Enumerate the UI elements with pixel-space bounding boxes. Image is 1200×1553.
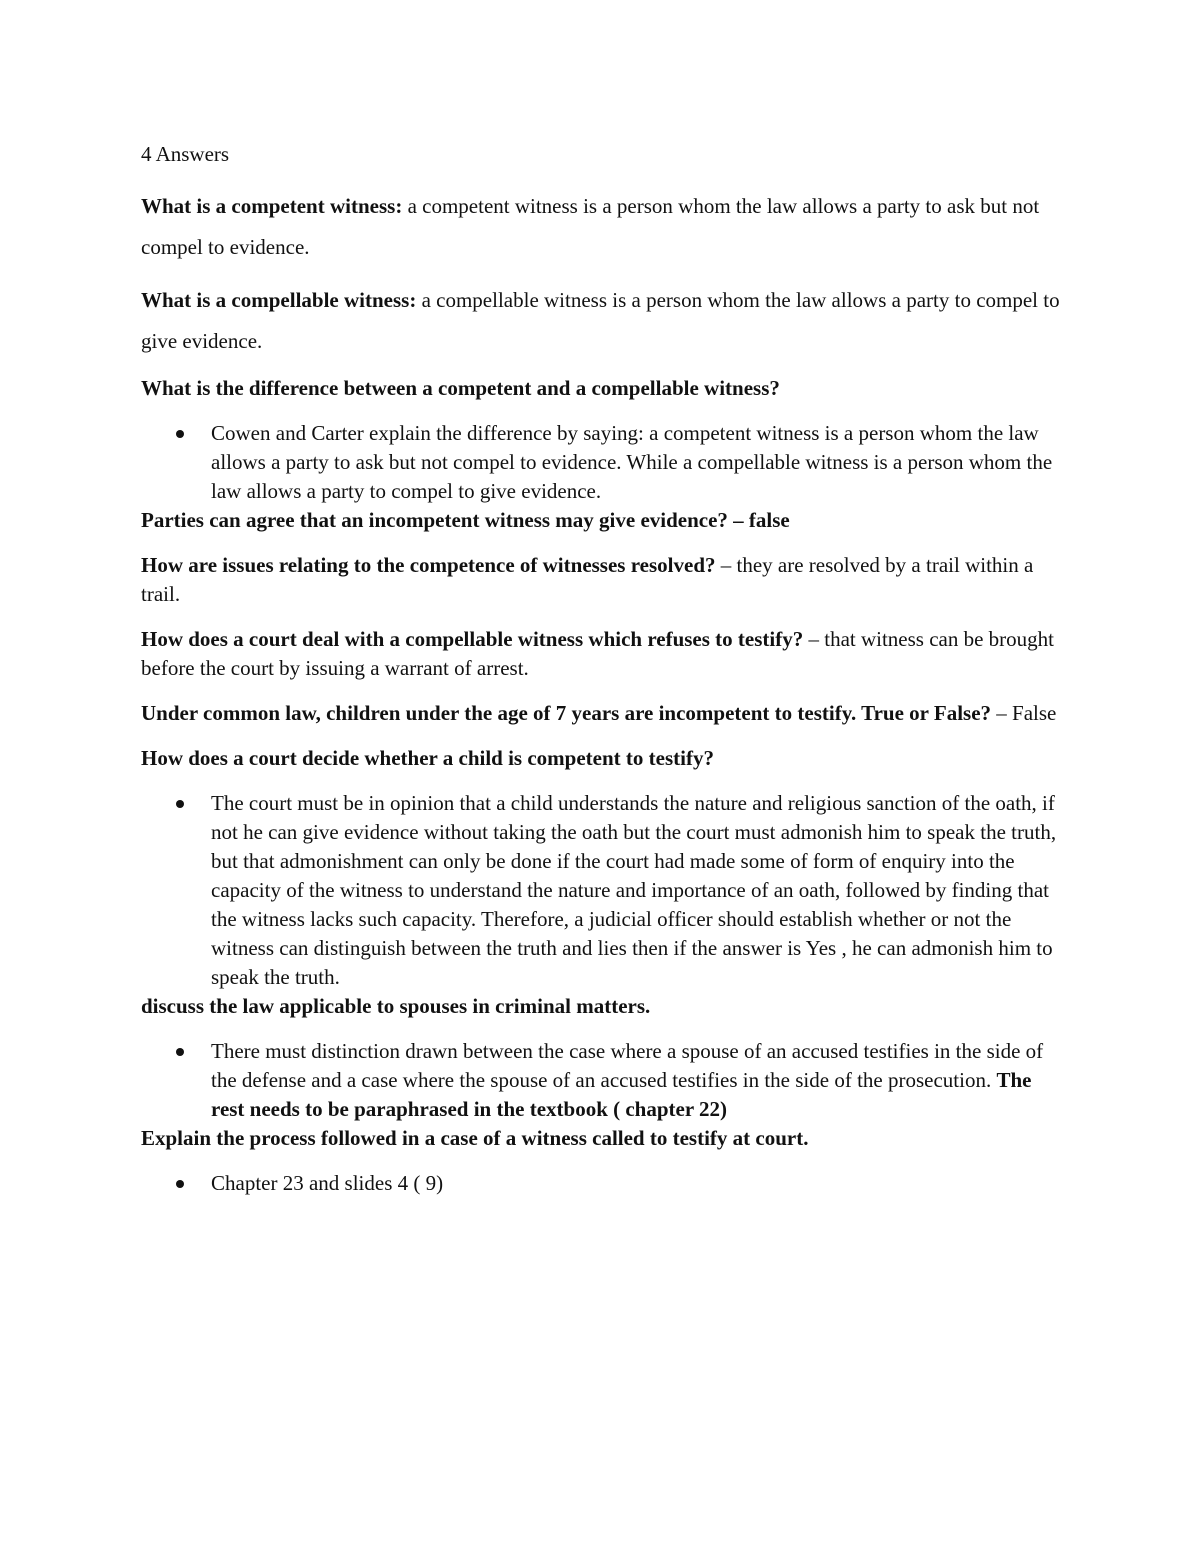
answer-competence-resolved: – they are resolved by a trail within a trail. [141,553,1034,606]
bullet-item-child-competent: The court must be in opinion that a child understands the nature and religious sanction of the oath, if not he can give evidence without taking the oath but the court must admonish him to speak the truth, but that admonishment can only be done if the court had made some of form of enquiry into the capacity of the witness to understand the nature and importance of an oath, followed by finding that the witness lacks such capacity. Therefore, a judicial officer should establish whether or not the witness can distinguish between the truth and lies then if the answer is Yes , he can admonish him to speak the truth. [141,789,1066,992]
bullet-note-textbook: The rest needs to be paraphrased in the textbook ( chapter 22) [211,1068,1032,1121]
answer-competent-witness: a competent witness is a person whom the law allows a party to ask but not compel to evidence. [141,194,1040,259]
question-children-common-law: Under common law, children under the age of 7 years are incompetent to testify. True or False? [141,701,992,725]
bullet-list-difference [141,419,1066,506]
question-incompetent-agree: Parties can agree that an incompetent witness may give evidence? – false [141,508,790,532]
answer-children-common-law: – False [991,701,1057,725]
bullet-item-difference: Cowen and Carter explain the difference by saying: a competent witness is a person whom the law allows a party to ask but not compel to evidence. While a compellable witness is a person whom the law allows a party to compel to give evidence. [141,419,1066,506]
question-compellable-witness: What is a compellable witness: [141,288,417,312]
qa-refuses-testify [141,625,1066,683]
question-difference: What is the difference between a competent and a compellable witness? [141,376,780,400]
bullet-list-spouses [141,1037,1066,1124]
answer-compellable-witness: a compellable witness is a person whom the law allows a party to compel to give evidence. [141,288,1060,353]
bullet-item-spouses [141,1037,1066,1124]
question-spouses: discuss the law applicable to spouses in criminal matters. [141,994,651,1018]
question-witness-process: Explain the process followed in a case of a witness called to testify at court. [141,1126,809,1150]
qa-compellable-witness [141,280,1066,362]
document-page [141,140,1066,1198]
question-competent-witness: What is a competent witness: [141,194,403,218]
question-child-competent: How does a court decide whether a child is competent to testify? [141,746,714,770]
qa-competence-resolved [141,551,1066,609]
bullet-list-child-competent [141,789,1066,992]
document-title: 4 Answers [141,142,230,166]
bullet-text-spouses: There must distinction drawn between the case where a spouse of an accused testifies in the side of the defense and a case where the spouse of an accused testifies in the side of the prosecution. [211,1039,1044,1092]
bullet-item-witness-process: Chapter 23 and slides 4 ( 9) [141,1169,1066,1198]
qa-competent-witness [141,186,1066,268]
question-competence-resolved: How are issues relating to the competence of witnesses resolved? [141,553,716,577]
bullet-list-witness-process [141,1169,1066,1198]
qa-children-common-law [141,699,1066,728]
answer-refuses-testify: – that witness can be brought before the court by issuing a warrant of arrest. [141,627,1055,680]
question-refuses-testify: How does a court deal with a compellable witness which refuses to testify? [141,627,804,651]
